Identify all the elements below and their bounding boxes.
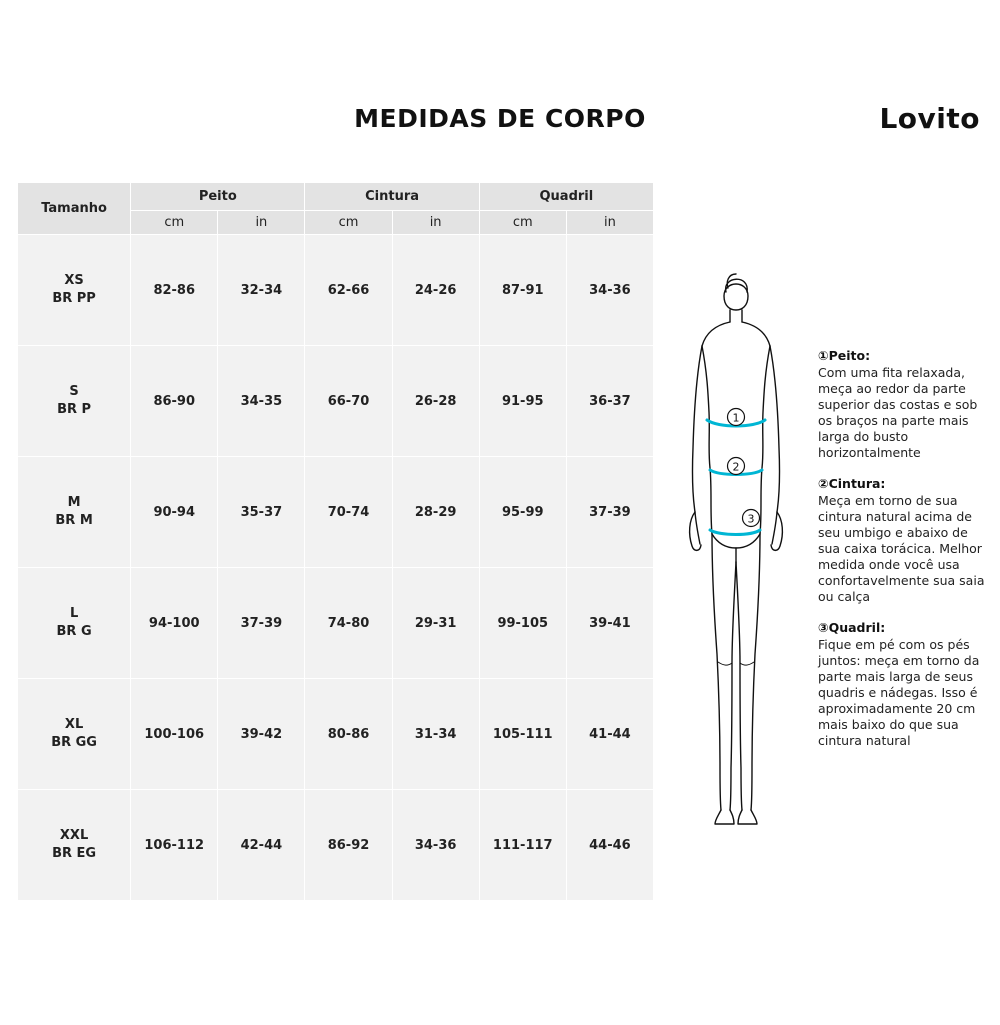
header-group-cintura: Cintura xyxy=(305,183,479,211)
header-quadril-in: in xyxy=(566,211,653,235)
note-peito-body: Com uma fita relaxada, meça ao redor da parte superior das costas e sob os braços na parte mais larga do busto horizontalmente xyxy=(818,365,978,460)
cell-cintura-cm: 70-74 xyxy=(305,457,392,568)
row-size-label xyxy=(18,679,131,790)
cell-peito-cm: 94-100 xyxy=(131,568,218,679)
note-peito-title: ①Peito: xyxy=(818,348,871,363)
header-group-peito: Peito xyxy=(131,183,305,211)
marker-1-label: 1 xyxy=(732,411,740,425)
measurement-notes xyxy=(818,348,986,764)
note-peito xyxy=(818,348,986,461)
size-br: BR G xyxy=(56,624,92,639)
cell-peito-cm: 90-94 xyxy=(131,457,218,568)
cell-quadril-cm: 91-95 xyxy=(479,346,566,457)
cell-peito-cm: 86-90 xyxy=(131,346,218,457)
header-peito-in: in xyxy=(218,211,305,235)
table-header-row xyxy=(18,183,654,211)
size-br: BR M xyxy=(55,513,93,528)
header-group-quadril: Quadril xyxy=(479,183,653,211)
cell-peito-cm: 106-112 xyxy=(131,790,218,901)
row-size-label xyxy=(18,790,131,901)
body-figure-illustration xyxy=(662,262,810,832)
header-peito-cm: cm xyxy=(131,211,218,235)
header-cintura-cm: cm xyxy=(305,211,392,235)
cell-peito-in: 37-39 xyxy=(218,568,305,679)
cell-cintura-in: 29-31 xyxy=(392,568,479,679)
cell-quadril-in: 41-44 xyxy=(566,679,653,790)
cell-peito-in: 34-35 xyxy=(218,346,305,457)
note-quadril-title: ③Quadril: xyxy=(818,620,886,635)
table-row xyxy=(18,790,654,901)
size-code: L xyxy=(69,606,79,622)
note-cintura xyxy=(818,476,986,605)
note-quadril-body: Fique em pé com os pés juntos: meça em torno da parte mais larga de seus quadris e nádegas. Isso é aproximadamente 20 cm mais baixo do que sua cintura natural xyxy=(818,637,980,748)
size-code: XL xyxy=(64,717,84,733)
size-code: XXL xyxy=(59,828,89,844)
cell-cintura-in: 31-34 xyxy=(392,679,479,790)
cell-cintura-in: 26-28 xyxy=(392,346,479,457)
cell-quadril-in: 39-41 xyxy=(566,568,653,679)
note-cintura-title: ②Cintura: xyxy=(818,476,886,491)
cell-cintura-cm: 80-86 xyxy=(305,679,392,790)
header-cintura-in: in xyxy=(392,211,479,235)
cell-quadril-cm: 87-91 xyxy=(479,235,566,346)
cell-cintura-cm: 74-80 xyxy=(305,568,392,679)
cell-peito-cm: 100-106 xyxy=(131,679,218,790)
note-cintura-body: Meça em torno de sua cintura natural acima de seu umbigo e abaixo de sua caixa torácica. Melhor medida onde você usa confortavelmente sua saia ou calça xyxy=(818,493,985,604)
row-size-label xyxy=(18,235,131,346)
size-br: BR PP xyxy=(52,291,96,306)
cell-quadril-in: 34-36 xyxy=(566,235,653,346)
table-row xyxy=(18,679,654,790)
cell-quadril-cm: 99-105 xyxy=(479,568,566,679)
size-br: BR EG xyxy=(52,846,97,861)
table-row xyxy=(18,457,654,568)
table-row xyxy=(18,235,654,346)
cell-cintura-cm: 62-66 xyxy=(305,235,392,346)
size-code: M xyxy=(67,495,81,511)
brand-logo: Lovito xyxy=(879,102,980,135)
marker-3-label: 3 xyxy=(747,512,755,526)
cell-quadril-cm: 111-117 xyxy=(479,790,566,901)
cell-cintura-cm: 66-70 xyxy=(305,346,392,457)
page-title: MEDIDAS DE CORPO xyxy=(354,104,646,133)
cell-peito-cm: 82-86 xyxy=(131,235,218,346)
marker-2-label: 2 xyxy=(732,460,740,474)
cell-peito-in: 35-37 xyxy=(218,457,305,568)
row-size-label xyxy=(18,568,131,679)
note-quadril xyxy=(818,620,986,749)
cell-peito-in: 32-34 xyxy=(218,235,305,346)
hip-measure-line xyxy=(710,530,760,535)
cell-cintura-in: 34-36 xyxy=(392,790,479,901)
header-quadril-cm: cm xyxy=(479,211,566,235)
header-size: Tamanho xyxy=(18,183,131,235)
cell-cintura-cm: 86-92 xyxy=(305,790,392,901)
cell-quadril-in: 37-39 xyxy=(566,457,653,568)
size-code: S xyxy=(69,384,79,400)
cell-quadril-cm: 95-99 xyxy=(479,457,566,568)
size-br: BR P xyxy=(57,402,92,417)
cell-quadril-in: 44-46 xyxy=(566,790,653,901)
cell-cintura-in: 24-26 xyxy=(392,235,479,346)
size-chart-table xyxy=(17,182,654,901)
cell-peito-in: 39-42 xyxy=(218,679,305,790)
row-size-label xyxy=(18,457,131,568)
size-code: XS xyxy=(64,273,84,289)
cell-quadril-cm: 105-111 xyxy=(479,679,566,790)
row-size-label xyxy=(18,346,131,457)
cell-cintura-in: 28-29 xyxy=(392,457,479,568)
table-row xyxy=(18,568,654,679)
table-row xyxy=(18,346,654,457)
cell-peito-in: 42-44 xyxy=(218,790,305,901)
cell-quadril-in: 36-37 xyxy=(566,346,653,457)
size-br: BR GG xyxy=(51,735,97,750)
